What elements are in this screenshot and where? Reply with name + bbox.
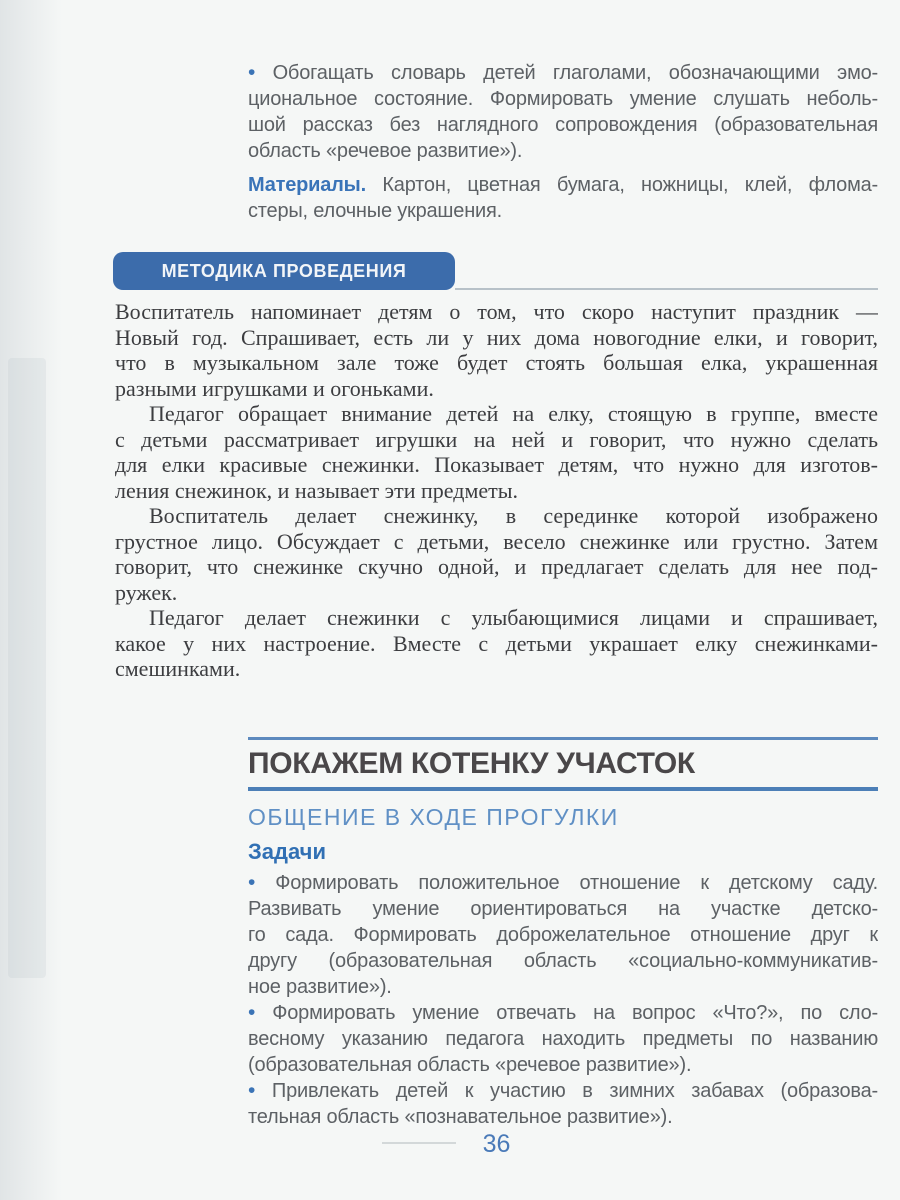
- body-line: Педагог обращает внимание детей на елку, стоящую в группе, вместе: [149, 401, 878, 426]
- materials-label: Материалы.: [248, 174, 366, 196]
- task-line: Развивать умение ориентироваться на участке детско-: [248, 898, 878, 920]
- body-line: что в музыкальном зале тоже будет стоять большая елка, украшенная: [115, 350, 878, 375]
- scan-edge-shadow: [0, 0, 62, 1200]
- materials-text: Картон, цветная бумага, ножницы, клей, флома-: [382, 174, 878, 196]
- intro-tasks-section: [248, 60, 878, 224]
- task-line: [248, 1078, 878, 1104]
- method-header-row: [113, 252, 878, 292]
- task-text: Привлекать детей к участию в зимних забавах (образова-: [271, 1080, 878, 1102]
- body-line: Воспитатель делает снежинку, в серединке которой изображено: [149, 503, 878, 528]
- task-line: ное развитие»).: [248, 976, 392, 998]
- task-line: (образовательная область «речевое развитие»).: [248, 1054, 692, 1076]
- task-line: область «речевое развитие»).: [248, 140, 523, 162]
- body-line: Новый год. Спрашивает, есть ли у них дома новогодние елки, и говорит,: [115, 324, 878, 350]
- body-line: Педагог делает снежинки с улыбающимися лицами и спрашивает,: [149, 605, 878, 630]
- lesson-section: [248, 737, 878, 1130]
- task-line: [248, 1000, 878, 1026]
- scan-band-artifact: [8, 358, 46, 978]
- body-line: говорит, что снежинке скучно одной, и предлагает сделать для нее под-: [115, 554, 878, 579]
- body-line: разными игрушками и огоньками.: [115, 375, 434, 401]
- body-line: смешинками.: [115, 656, 241, 681]
- title-rule-top: [248, 737, 878, 740]
- body-line: какое у них настроение. Вместе с детьми украшает елку снежинками-: [115, 630, 878, 656]
- task-line: тельная область «познавательное развитие»).: [248, 1106, 673, 1128]
- bullet-dot-icon: •: [248, 61, 256, 84]
- lesson-subtitle: ОБЩЕНИЕ В ХОДЕ ПРОГУЛКИ: [248, 804, 619, 830]
- task-line: го сада. Формировать доброжелательное отношение друг к: [248, 924, 878, 946]
- title-rule-bottom: [248, 787, 878, 791]
- bullet-dot-icon: •: [248, 871, 256, 894]
- task-text: Обогащать словарь детей глаголами, обозначающими эмо-: [272, 62, 878, 84]
- tasks-list: [248, 870, 878, 1130]
- body-line: ружек.: [115, 579, 178, 605]
- task-line: [248, 870, 878, 896]
- method-badge: МЕТОДИКА ПРОВЕДЕНИЯ: [113, 252, 455, 290]
- body-line: для елки красивые снежинки. Показывает детям, что нужно для изготов-: [115, 452, 878, 477]
- body-line: с детьми рассматривает игрушки на ней и говорит, что нужно сделать: [115, 426, 878, 452]
- task-text: Формировать умение отвечать на вопрос «Что?», по сло-: [272, 1002, 878, 1024]
- materials-line: [248, 172, 878, 198]
- body-line: Воспитатель напоминает детям о том, что скоро наступит праздник —: [115, 299, 878, 324]
- body-line: ления снежинок, и называет эти предметы.: [115, 477, 519, 503]
- body-line: грустное лицо. Обсуждает с детьми, весело снежинке или грустно. Затем: [115, 528, 878, 554]
- bullet-dot-icon: •: [248, 1079, 256, 1102]
- task-text: Формировать положительное отношение к детскому саду.: [275, 872, 878, 894]
- task-line: циональное состояние. Формировать умение слушать неболь-: [248, 88, 878, 110]
- bullet-dot-icon: •: [248, 1001, 256, 1024]
- task-line: [248, 60, 878, 86]
- tasks-heading: Задачи: [248, 839, 326, 864]
- page-number: 36: [482, 1130, 511, 1158]
- method-rule-line: [455, 288, 878, 290]
- materials-line: стеры, елочные украшения.: [248, 200, 502, 222]
- method-body-text: [115, 299, 878, 682]
- task-line: весному указанию педагога находить предметы по названию: [248, 1028, 878, 1050]
- lesson-title: ПОКАЖЕМ КОТЕНКУ УЧАСТОК: [248, 747, 695, 780]
- task-line: шой рассказ без наглядного сопровождения (образовательная: [248, 114, 878, 136]
- task-line: другу (образовательная область «социально-коммуникатив-: [248, 950, 878, 972]
